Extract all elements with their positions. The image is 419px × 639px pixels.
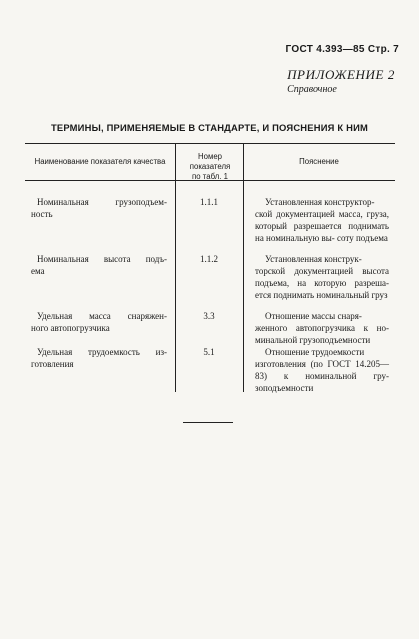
term-explanation-line1: Установленная конструк- — [265, 254, 362, 264]
term-name-line1: Удельная трудоемкость из- — [37, 347, 167, 357]
term-explanation-rest: ской документацией масса, груза, который разрешается поднимать на номинальную вы- соту подъема — [255, 209, 389, 243]
term-explanation — [255, 253, 389, 301]
term-name-line1: Номинальная грузоподъем- — [37, 197, 167, 207]
page-header-reference: ГОСТ 4.393—85 Стр. 7 — [285, 44, 399, 55]
column-divider-2 — [243, 143, 244, 392]
section-heading: ТЕРМИНЫ, ПРИМЕНЯЕМЫЕ В СТАНДАРТЕ, И ПОЯСНЕНИЯ К НИМ — [50, 122, 369, 133]
terms-table — [25, 143, 395, 392]
term-number: 1.1.1 — [200, 197, 218, 207]
term-explanation-line1: Отношение трудоемкости — [265, 347, 365, 357]
appendix-label: ПРИЛОЖЕНИЕ 2 — [287, 67, 395, 82]
term-explanation-rest: изготовления (по ГОСТ 14.205—83) к номинальной гру- зоподъемности — [255, 359, 389, 393]
term-name-line2: ема — [31, 266, 45, 276]
column-divider-1 — [175, 143, 176, 392]
table-row-name — [31, 346, 167, 370]
term-number: 3.3 — [203, 311, 215, 321]
term-name-line2: готовления — [31, 359, 74, 369]
term-name-line1: Номинальная высота подъ- — [37, 254, 167, 264]
term-explanation-rest: женного автопогрузчика к но- минальной грузоподъемности — [255, 323, 389, 345]
term-explanation — [255, 346, 389, 394]
term-name-line2: ного автопогрузчика — [31, 323, 110, 333]
column-header-explanation: Пояснение — [299, 157, 339, 166]
end-of-document-rule — [183, 422, 233, 423]
table-row-name — [31, 310, 167, 334]
column-header-number: Номер показателя по табл. 1 — [189, 152, 231, 181]
term-number: 1.1.2 — [200, 254, 218, 264]
term-explanation-rest: торской документацией высота подъема, на которую разреша- ется поднимать номинальный груз — [255, 266, 389, 300]
appendix-label-block — [287, 67, 395, 95]
term-explanation-line1: Установленная конструктор- — [265, 197, 375, 207]
term-explanation — [255, 196, 389, 244]
term-explanation — [255, 310, 389, 346]
table-top-border — [25, 143, 395, 144]
term-explanation-line1: Отношение массы снаря- — [265, 311, 362, 321]
column-header-name: Наименование показателя качества — [34, 157, 166, 166]
appendix-type: Справочное — [287, 84, 337, 95]
table-row-name — [31, 253, 167, 277]
term-name-line1: Удельная масса снаряжен- — [37, 311, 167, 321]
table-row-name — [31, 196, 167, 220]
term-number: 5.1 — [203, 347, 215, 357]
term-name-line2: ность — [31, 209, 53, 219]
